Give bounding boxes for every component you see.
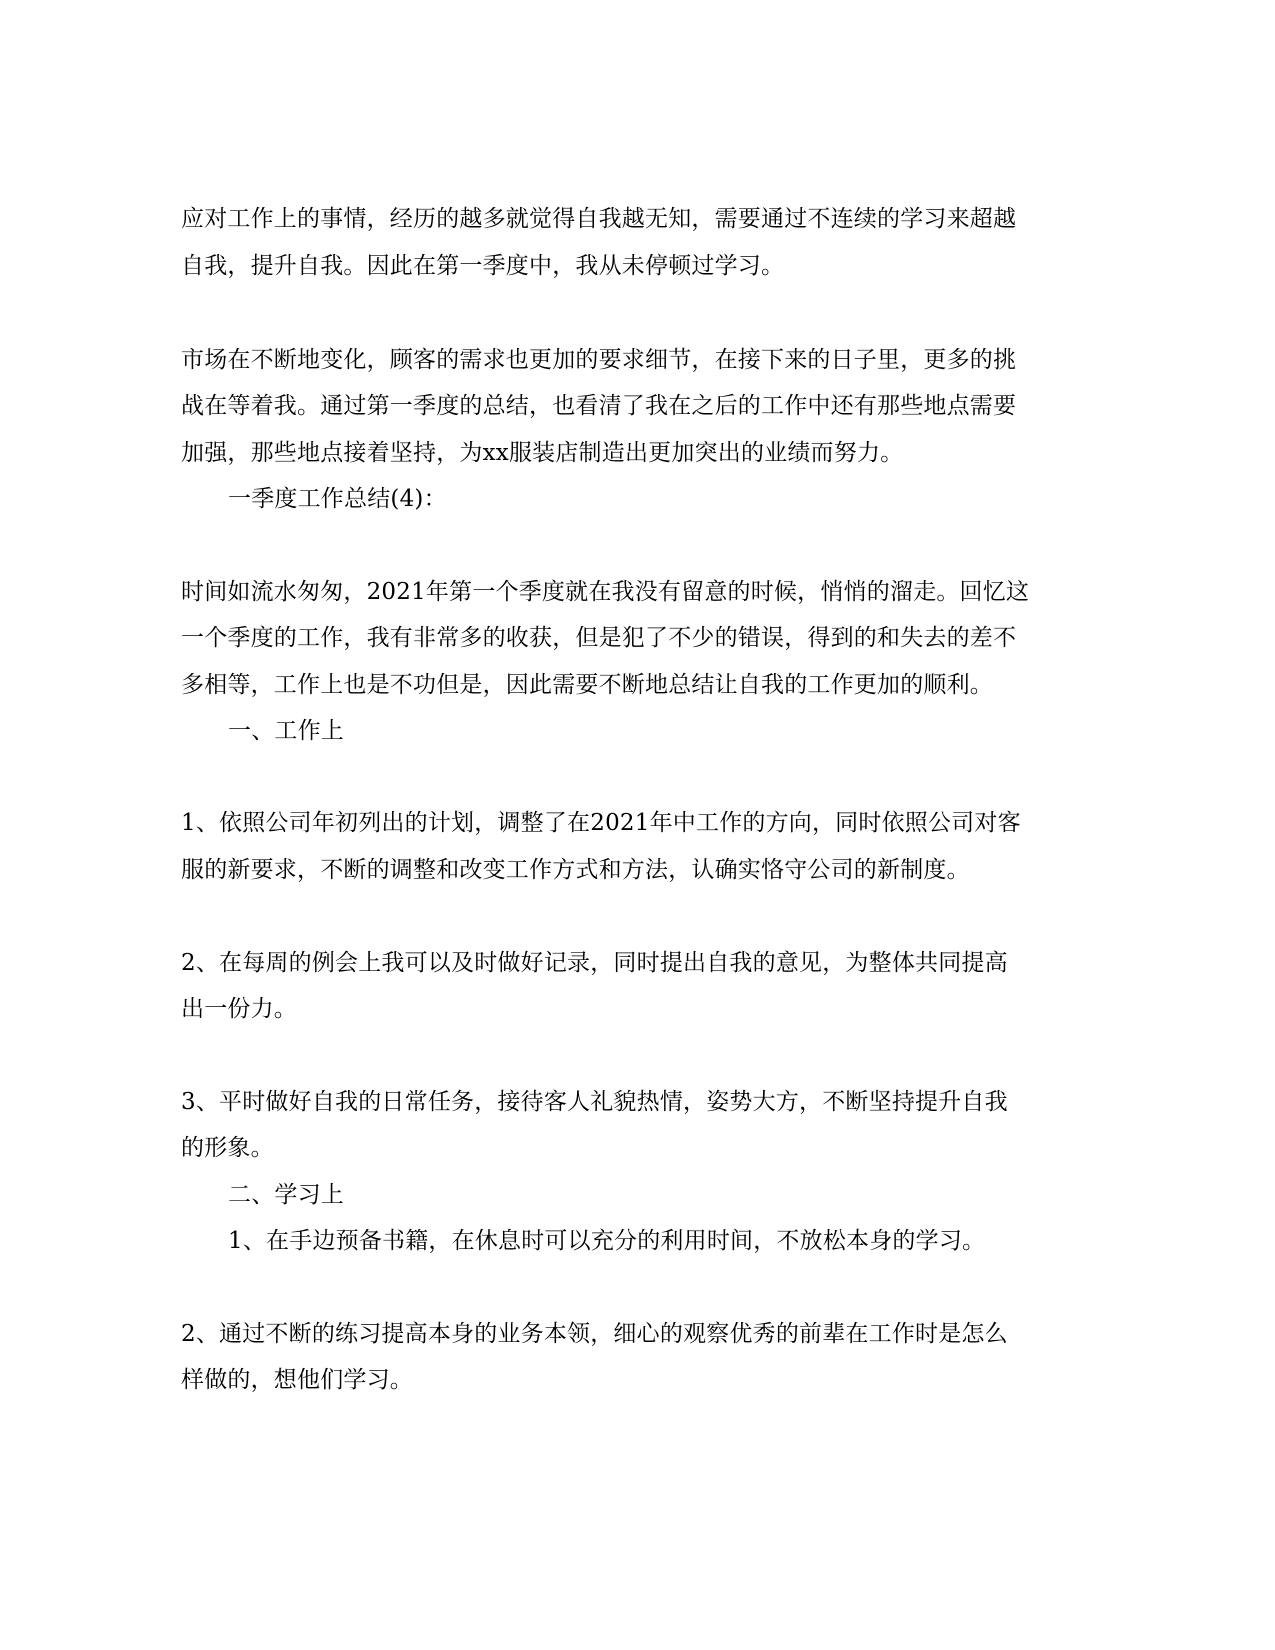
paragraph-line: 加强，那些地点接着坚持，为xx服装店制造出更加突出的业绩而努力。 xyxy=(181,440,904,466)
paragraph-line: 多相等，工作上也是不功但是，因此需要不断地总结让自我的工作更加的顺利。 xyxy=(181,672,993,698)
section-heading: 一季度工作总结(4)： xyxy=(228,486,447,512)
paragraph-line: 一个季度的工作，我有非常多的收获，但是犯了不少的错误，得到的和失去的差不 xyxy=(181,625,1017,651)
paragraph-line: 时间如流水匆匆，2021年第一个季度就在我没有留意的时候，悄悄的溜走。回忆这 xyxy=(181,579,1030,605)
section-heading: 二、学习上 xyxy=(228,1182,344,1208)
section-heading: 一、工作上 xyxy=(228,718,344,744)
list-item-line: 2、在每周的例会上我可以及时做好记录，同时提出自我的意见，为整体共同提高 xyxy=(181,950,1008,976)
list-item-line: 1、在手边预备书籍，在休息时可以充分的利用时间，不放松本身的学习。 xyxy=(228,1228,986,1254)
paragraph-line: 战在等着我。通过第一季度的总结，也看清了我在之后的工作中还有那些地点需要 xyxy=(181,393,1017,419)
list-item-line: 出一份力。 xyxy=(181,996,297,1022)
paragraph-line: 应对工作上的事情，经历的越多就觉得自我越无知，需要通过不连续的学习来超越 xyxy=(181,206,1017,232)
list-item-line: 样做的，想他们学习。 xyxy=(181,1367,413,1393)
list-item-line: 1、依照公司年初列出的计划，调整了在2021年中工作的方向，同时依照公司对客 xyxy=(181,810,1021,836)
list-item-line: 服的新要求，不断的调整和改变工作方式和方法，认确实恪守公司的新制度。 xyxy=(181,857,970,883)
paragraph-line: 市场在不断地变化，顾客的需求也更加的要求细节，在接下来的日子里，更多的挑 xyxy=(181,347,1017,373)
paragraph-line: 自我，提升自我。因此在第一季度中，我从未停顿过学习。 xyxy=(181,253,785,279)
list-item-line: 的形象。 xyxy=(181,1135,274,1161)
list-item-line: 3、平时做好自我的日常任务，接待客人礼貌热情，姿势大方，不断坚持提升自我 xyxy=(181,1089,1008,1115)
list-item-line: 2、通过不断的练习提高本身的业务本领，细心的观察优秀的前辈在工作时是怎么 xyxy=(181,1321,1008,1347)
